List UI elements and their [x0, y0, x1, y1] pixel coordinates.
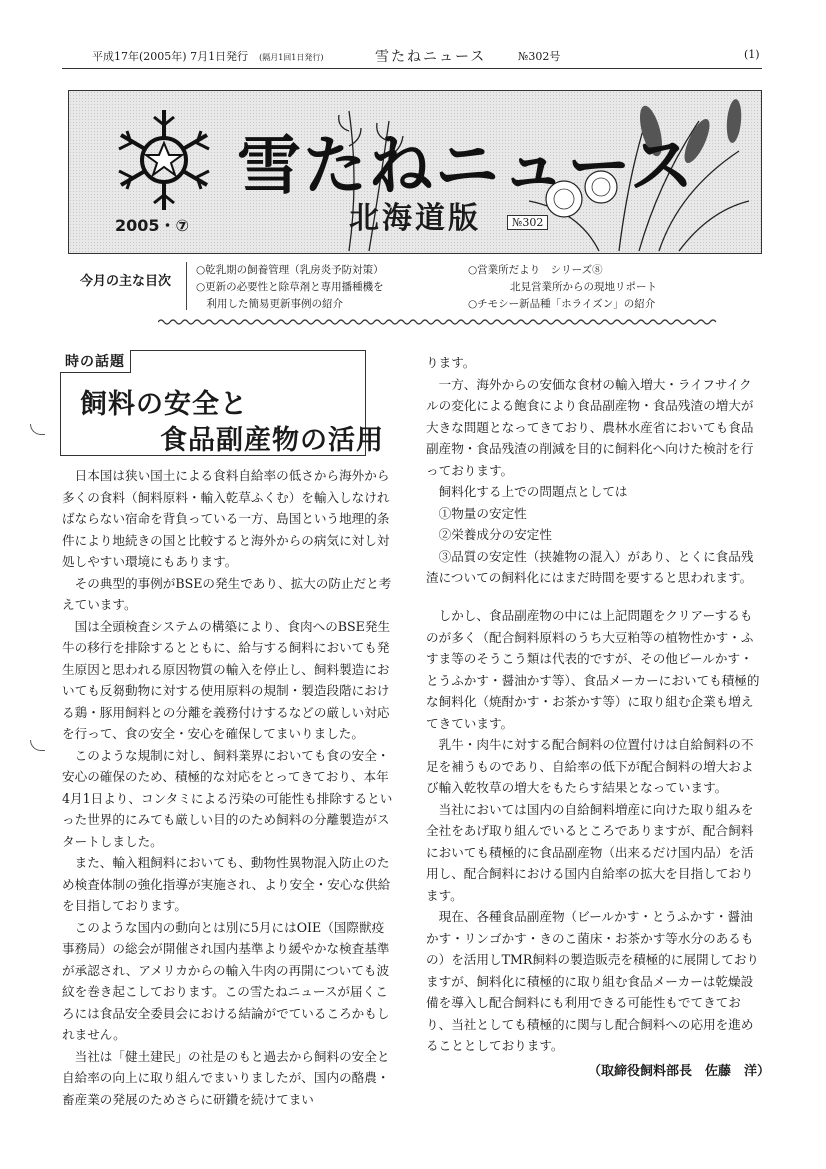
list-item: ①物量の安定性	[438, 505, 527, 521]
banner-title: 雪たねニュース	[237, 130, 696, 204]
contents-item: ○チモシー新品種「ホライズン」の紹介	[468, 298, 656, 310]
article-title-line1: 飼料の安全と	[80, 389, 248, 420]
paragraph: このような国内の動向とは別に5月にはOIE（国際獣疫事務局）の総会が開催され国内基準より緩やかな検査基準が承認され、アメリカからの輸入牛肉の再開についても波紋を巻き起こしております。この雪たねニュースが届くころには食品安全委員会における結論がでているころかもしれません。	[62, 919, 390, 1042]
header-page-number: (1)	[744, 48, 760, 61]
banner-edition: 北海道版	[349, 201, 481, 236]
paragraph: このような規制に対し、飼料業界においても食の安全・安心の確保のため、積極的な対応をとってきており、本年4月1日より、コンタミによる汚染の可能性も排除するといった世界的にみても厳しい目的のため飼料の分離製造がスタートしました。	[62, 747, 393, 849]
paragraph: 当社は「健土建民」の社是のもと過去から飼料の安全と自給率の向上に取り組んでまいりましたが、国内の酪農・畜産業の発展のためさらに研鑽を続けてまい	[62, 1048, 390, 1107]
contents-right-list	[468, 262, 657, 313]
paragraph: しかし、食品副産物の中には上記問題をクリアーするものが多く（配合飼料原料のうち大豆粕等の植物性かす・ふすま等のそうこう類は代表的ですが、その他ビールかす・とうふかす・醤油かす等）、食品メーカーにおいても積極的な飼料化（焼酎かす・お茶かす等）に取り組む企業も増えてきています。	[426, 608, 760, 731]
article-body-right-top	[426, 352, 762, 589]
contents-item: ○更新の必要性と除草剤と専用播種機を	[196, 281, 384, 293]
issue-date: 平成17年(2005年) 7月1日発行	[92, 50, 249, 63]
masthead-banner	[68, 90, 762, 254]
header-date	[92, 48, 324, 64]
contents-item: ○営業所だより シリーズ⑧	[468, 264, 603, 276]
paragraph: 現在、各種食品副産物（ビールかす・とうふかす・醤油かす・リンゴかす・きのこ菌床・お茶かす等水分のあるもの）を活用しTMR飼料の製造販売を積極的に展開しておりますが、飼料化に積極的に取り組む食品メーカーは乾燥設備を導入し配合飼料にも利用できる可能性もでてきており、当社としても積極的に関与し配合飼料への応用を進めることとしております。	[426, 909, 760, 1053]
article-body-left	[62, 465, 396, 1110]
paragraph: また、輸入粗飼料においても、動物性異物混入防止のため検査体制の強化指導が実施され、より安全・安心な供給を目指しております。	[62, 855, 391, 913]
punch-hole-mark	[30, 740, 45, 751]
publication-frequency: (隔月1回1日発行)	[259, 53, 324, 62]
contents-item: 北見営業所からの現地リポート	[468, 281, 657, 293]
decorative-wave-divider	[158, 318, 718, 326]
list-item: ③品質の安定性（挟雑物の混入）があり、とくに食品残渣についての飼料化にはまだ時間を要すると思われます。	[426, 548, 754, 585]
paragraph: ります。	[426, 355, 476, 370]
list-item: ②栄養成分の安定性	[438, 527, 552, 542]
banner-issue-badge: №302	[507, 215, 548, 230]
article-body-right-bottom	[426, 605, 762, 1057]
header-rule	[62, 68, 762, 69]
contents-left-list	[196, 262, 384, 313]
header-issue-number: №302号	[518, 50, 561, 63]
article-title-line2: 食品副産物の活用	[160, 425, 384, 456]
section-tag: 時の話題	[60, 350, 131, 373]
snowflake-star-logo	[109, 105, 219, 215]
paragraph: 乳牛・肉牛に対する配合飼料の位置付けは自給飼料の不足を補うものであり、自給率の低下が配合飼料の増大および輸入乾牧草の増大をもたらす結果となっています。	[426, 737, 754, 795]
paragraph: 飼料化する上での問題点としては	[438, 484, 628, 499]
contents-item: 利用した簡易更新事例の紹介	[196, 298, 343, 310]
paragraph: 日本国は狭い国土による食料自給率の低さから海外から多くの食料（飼料原料・輸入乾草ふくむ）を輸入しなければならない宿命を背負っている一方、島国という地理的条件により地続きの国と比較すると海外からの病気に対し対処しやすい環境にもあります。	[62, 468, 390, 569]
contents-item: ○乾乳期の飼養管理（乳房炎予防対策）	[196, 264, 384, 276]
paragraph: 国は全頭検査システムの構築により、食肉へのBSE発生牛の移行を排除するとともに、給与する飼料においても発生原因と思われる原因物質の輸入を停止し、飼料製造においても反芻動物に対する使用原料の規制・製造段階における鶏・豚用飼料との分離を義務付けするなどの厳しい対応を行って、食の安全・安心を確保してまいりました。	[62, 618, 391, 741]
punch-hole-mark	[30, 424, 45, 435]
paragraph: 当社においては国内の自給飼料増産に向けた取り組みを全社をあげ取り組んでいるところでありますが、配合飼料においても積極的に食品副産物（出来るだけ国内品）を活用し、配合飼料における国内自給率の拡大を目指しております。	[426, 801, 754, 903]
paragraph: その典型的事例がBSEの発生であり、拡大の防止だと考えています。	[62, 575, 392, 612]
header-newsletter-title: 雪たねニュース	[375, 49, 487, 65]
contents-divider	[186, 262, 187, 310]
author-signature: （取締役飼料部長 佐藤 洋）	[588, 1064, 771, 1079]
banner-year-month: 2005・⑦	[115, 216, 190, 235]
paragraph: 一方、海外からの安価な食材の輸入増大・ライフサイクルの変化による飽食により食品副産物・食品残渣の増大が大きな問題となってきており、農林水産省においても食品副産物・食品残渣の削減を目的に飼料化へ向けた検討を行っております。	[426, 376, 754, 478]
contents-label: 今月の主な目次	[80, 274, 172, 289]
